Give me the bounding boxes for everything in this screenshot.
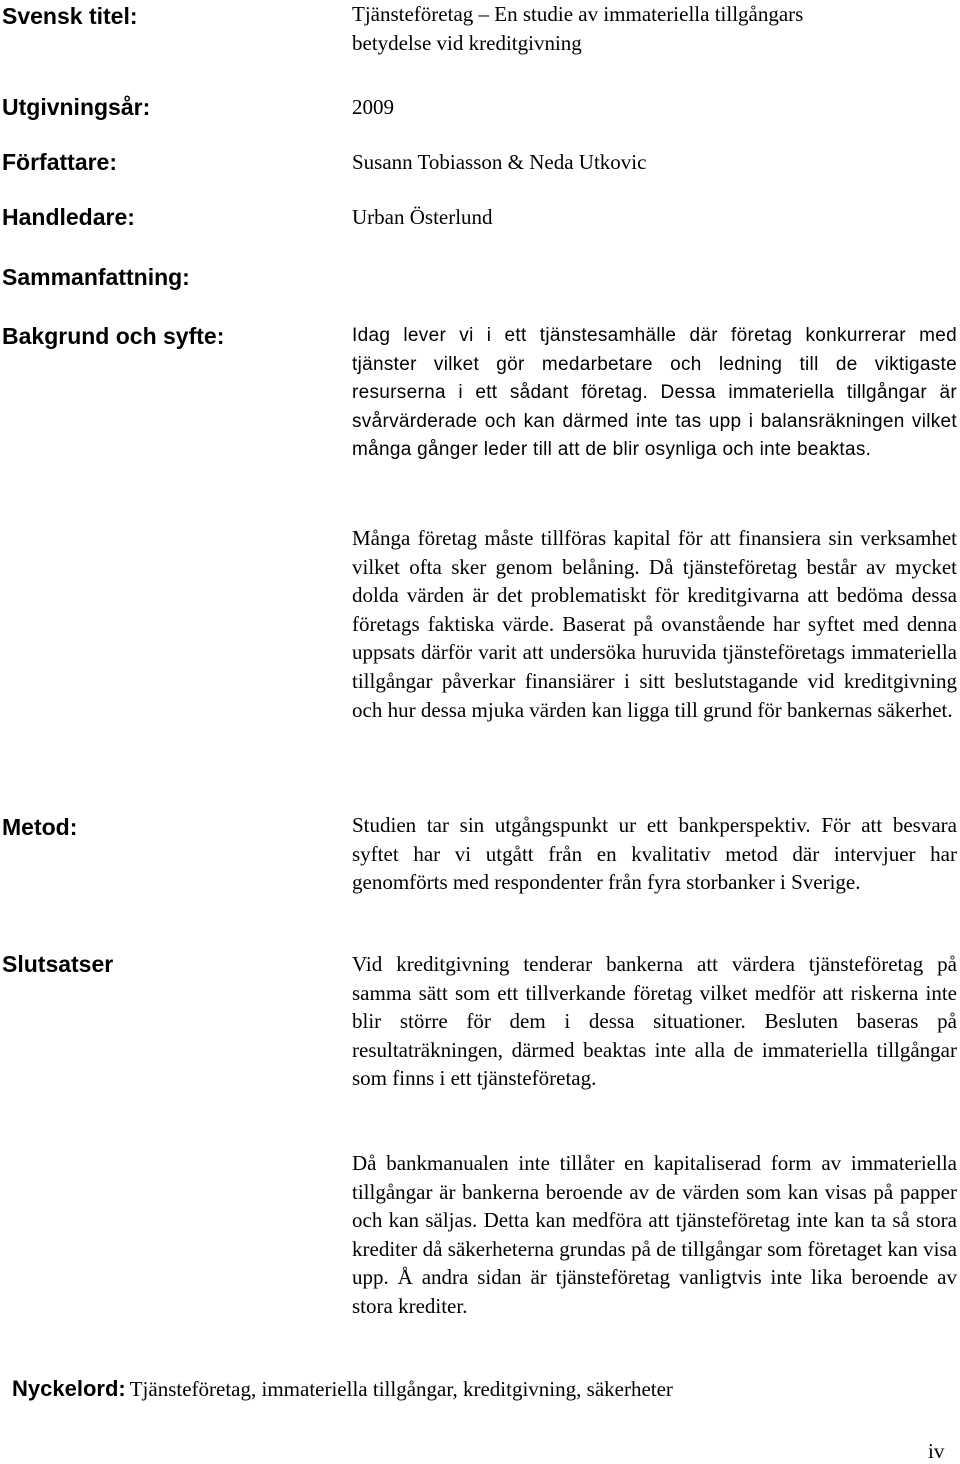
nyckelord-line bbox=[12, 1376, 673, 1402]
page-number: iv bbox=[928, 1439, 945, 1463]
metod-label: Metod: bbox=[2, 814, 78, 840]
utgivningsar-value: 2009 bbox=[352, 95, 394, 119]
nyckelord-value: Tjänsteföretag, immateriella tillgångar, kreditgivning, säkerheter bbox=[129, 1377, 673, 1401]
handledare-label: Handledare: bbox=[2, 204, 135, 230]
svensk-titel-line2: betydelse vid kreditgivning bbox=[352, 30, 582, 55]
slutsatser-label: Slutsatser bbox=[2, 951, 114, 977]
bakgrund-paragraph-1: Idag lever vi i ett tjänstesamhälle där företag konkurrerar med tjänster vilket gör medarbetare och ledning till de viktigaste resurserna i ett sådant företag. Dessa immateriella tillgångar är svårvärderade och kan därmed inte tas upp i balansräkningen vilket många gånger leder till att de blir osynliga och inte beaktas. bbox=[352, 325, 957, 461]
utgivningsar-label: Utgivningsår: bbox=[2, 94, 151, 120]
svensk-titel-value bbox=[352, 0, 803, 57]
svensk-titel-line1: Tjänsteföretag – En studie av immateriella tillgångars bbox=[352, 2, 804, 26]
handledare-value: Urban Österlund bbox=[352, 205, 493, 229]
forfattare-label: Författare: bbox=[2, 149, 118, 175]
bakgrund-paragraph-2: Många företag måste tillföras kapital för att finansiera sin verksamhet vilket ofta sker genom belåning. Då tjänsteföretag består av mycket dolda värden är det problematiskt för kreditgivarna att bedöma dessa företags faktiska värde. Baserat på ovanstående har syftet med denna uppsats därför varit att undersöka huruvida tjänsteföretags immateriella tillgångar påverkar finansiärer i sitt beslutstagande vid kreditgivning och hur dessa mjuka värden kan ligga till grund för bankernas säkerhet. bbox=[352, 526, 957, 722]
svensk-titel-label: Svensk titel: bbox=[2, 3, 138, 29]
slutsatser-paragraph-2: Då bankmanualen inte tillåter en kapitaliserad form av immateriella tillgångar är bankerna beroende av de värden som kan visas på papper och kan säljas. Detta kan medföra att tjänsteföretag inte kan ta så stora krediter då säkerheterna grundas på de tillgångar som företaget kan visa upp. Å andra sidan är tjänsteföretag vanligtvis inte lika beroende av stora krediter. bbox=[352, 1151, 957, 1318]
nyckelord-label: Nyckelord: bbox=[12, 1376, 126, 1401]
bakgrund-label: Bakgrund och syfte: bbox=[2, 323, 225, 349]
forfattare-value: Susann Tobiasson & Neda Utkovic bbox=[352, 150, 647, 174]
metod-paragraph: Studien tar sin utgångspunkt ur ett bankperspektiv. För att besvara syftet har vi utgått från en kvalitativ metod där intervjuer har genomförts med respondenter från fyra storbanker i Sverige. bbox=[352, 813, 957, 895]
slutsatser-paragraph-1: Vid kreditgivning tenderar bankerna att värdera tjänsteföretag på samma sätt som ett tillverkande företag vilket medför att riskerna inte blir större för dem i dessa situationer. Besluten baseras på resultaträkningen, därmed beaktas inte alla de immateriella tillgångar som finns i ett tjänsteföretag. bbox=[352, 952, 957, 1091]
sammanfattning-label: Sammanfattning: bbox=[2, 264, 190, 290]
